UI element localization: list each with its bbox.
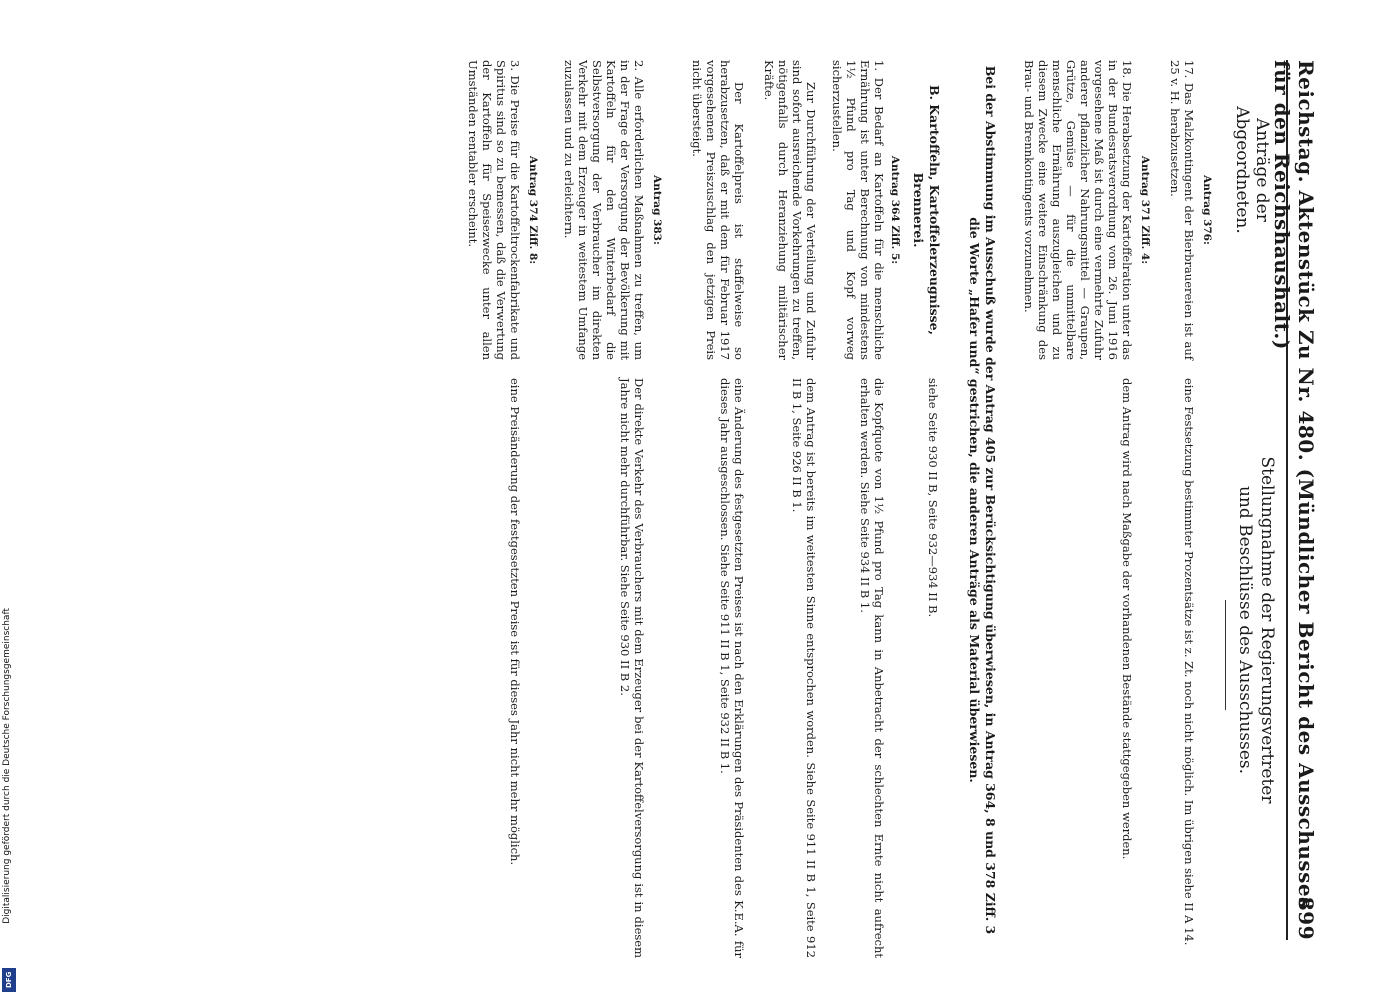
item-1-paragraph-1: 1. Der Bedarf an Kartoffeln für die menschliche Ernährung ist unter Berechnung von mindestens 1½ Pfund pro Tag und Kopf vorweg sicherzustellen.: [830, 60, 886, 360]
right-column-heading: [1234, 340, 1278, 920]
page-number: 899: [1294, 896, 1318, 940]
section-b-heading: B. Kartoffeln, Kartoffelerzeugnisse, Brennerei.: [911, 85, 942, 335]
digitization-credit: [0, 600, 20, 1000]
right-heading-line-1: Stellungnahme der Regierungsvertreter: [1257, 456, 1277, 804]
page-header: [1270, 60, 1324, 940]
item-18: 18. Die Herabsetzung der Kartoffelration unter das in der Bundesratsverordnung vom 26. Juni 1916 vorgesehene Maß ist durch eine vermehrte Zufuhr anderer pflanzlicher Nahrungsmittel — Graupen, Grütze, Gemüse — für die unmittelbare menschliche Ernährung auszugleichen und zu diesem Zwecke eine weitere Einschränkung des Brau- und Brennkontingents vorzunehmen.: [1022, 60, 1134, 360]
item-3: 3. Die Preise für die Kartoffeltrockenfabrikate und Spiritus sind so zu bemessen, daß die Verwertung der Kartoffeln für Speisezwecke unter allen Umständen rentabler erscheint.: [466, 60, 522, 360]
item-2-response: Der direkte Verkehr des Verbrauchers mit dem Erzeuger bei der Kartoffelversorgung ist in diesem Jahre nicht mehr durchführbar. Siehe Seite 930 II B 2.: [618, 378, 646, 958]
header-title: Reichstag. Aktenstück Zu Nr. 480. (Mündlicher Bericht des Ausschusses für den Reichshaushalt.): [1270, 60, 1318, 909]
left-column-heading: Anträge der Abgeordneten.: [1232, 106, 1272, 234]
antrag-374-8-label: Antrag 374 Ziff. 8:: [527, 155, 539, 265]
item-1-paragraph-3: Der Kartoffelpreis ist staffelweise so herabzusetzen, daß er mit dem für Februar 1917 vorgesehenen Preiszuschlag den jetzigen Preis nicht übersteigt.: [690, 60, 746, 360]
right-heading-line-2: und Beschlüsse des Ausschusses.: [1235, 485, 1255, 775]
antrag-364-5-label: Antrag 364 Ziff. 5:: [889, 155, 901, 265]
antrag-383-label: Antrag 383:: [651, 175, 663, 245]
antrag-371-label: Antrag 371 Ziff. 4:: [1139, 155, 1151, 265]
item-1-response-b: dem Antrag ist bereits im weitesten Sinne entsprochen worden. Siehe Seite 911 II B 1, Seite 912 II B 1, Seite 926 II B 1.: [790, 378, 818, 958]
item-17-response: eine Festsetzung bestimmter Prozentsätze ist z. Zt. noch nicht möglich. Im übrigen siehe II A 14.: [1182, 378, 1196, 946]
item-3-response: eine Preisänderung der festgesetzten Preise ist für dieses Jahr nicht mehr möglich.: [508, 378, 522, 866]
item-1-response-a: die Kopfquote von 1½ Pfund pro Tag kann in Anbetracht der schlechten Ernte nicht aufrecht erhalten werden. Siehe Seite 934 II B 1.: [858, 378, 886, 958]
section-b-heading-response: siehe Seite 930 II B, Seite 932—934 II B.: [926, 378, 940, 618]
item-17: 17. Das Malzkontingent der Bierbrauereien ist auf 25 v. H. herabzusetzen.: [1168, 60, 1196, 360]
item-2: 2. Alle erforderlichen Maßnahmen zu treffen, um in der Frage der Versorgung der Bevölkerung mit Kartoffeln für den Winterbedarf die Selbstversorgung der Verbraucher im direkten Verkehr mit dem Erzeuger in weitestem Umfange zuzulassen und zu erleichtern.: [562, 60, 646, 360]
item-1-paragraph-2: Zur Durchführung der Verteilung und Zufuhr sind sofort ausreichende Vorkehrungen zu treffen, nötigenfalls durch Heranziehung militärischer Kräfte.: [762, 60, 818, 360]
credit-text: Digitalisierung gefördert durch die Deutsche Forschungsgemeinschaft: [2, 608, 12, 924]
item-18-response: dem Antrag wird nach Maßgabe der vorhandenen Bestände stattgegeben werden.: [1120, 378, 1134, 860]
dfg-logo: DFG: [2, 968, 16, 992]
heading-rule: [1225, 600, 1226, 710]
vote-note: Bei der Abstimmung im Ausschuß wurde der Antrag 405 zur Berücksichtigung überwiesen, in Antrag 364, 8 und 378 Ziff. 3 die Worte „Hafer und“ gestrichen, die anderen Anträge als Material überwiesen.: [967, 65, 998, 935]
antrag-376-label: Antrag 376:: [1201, 175, 1213, 245]
item-1-response-c: eine Änderung des festgesetzten Preises ist nach den Erklärungen des Präsidenten des K.E.A. für dieses Jahr ausgeschlossen. Siehe Seite 911 II B 1, Seite 932 II B 1.: [718, 378, 746, 958]
